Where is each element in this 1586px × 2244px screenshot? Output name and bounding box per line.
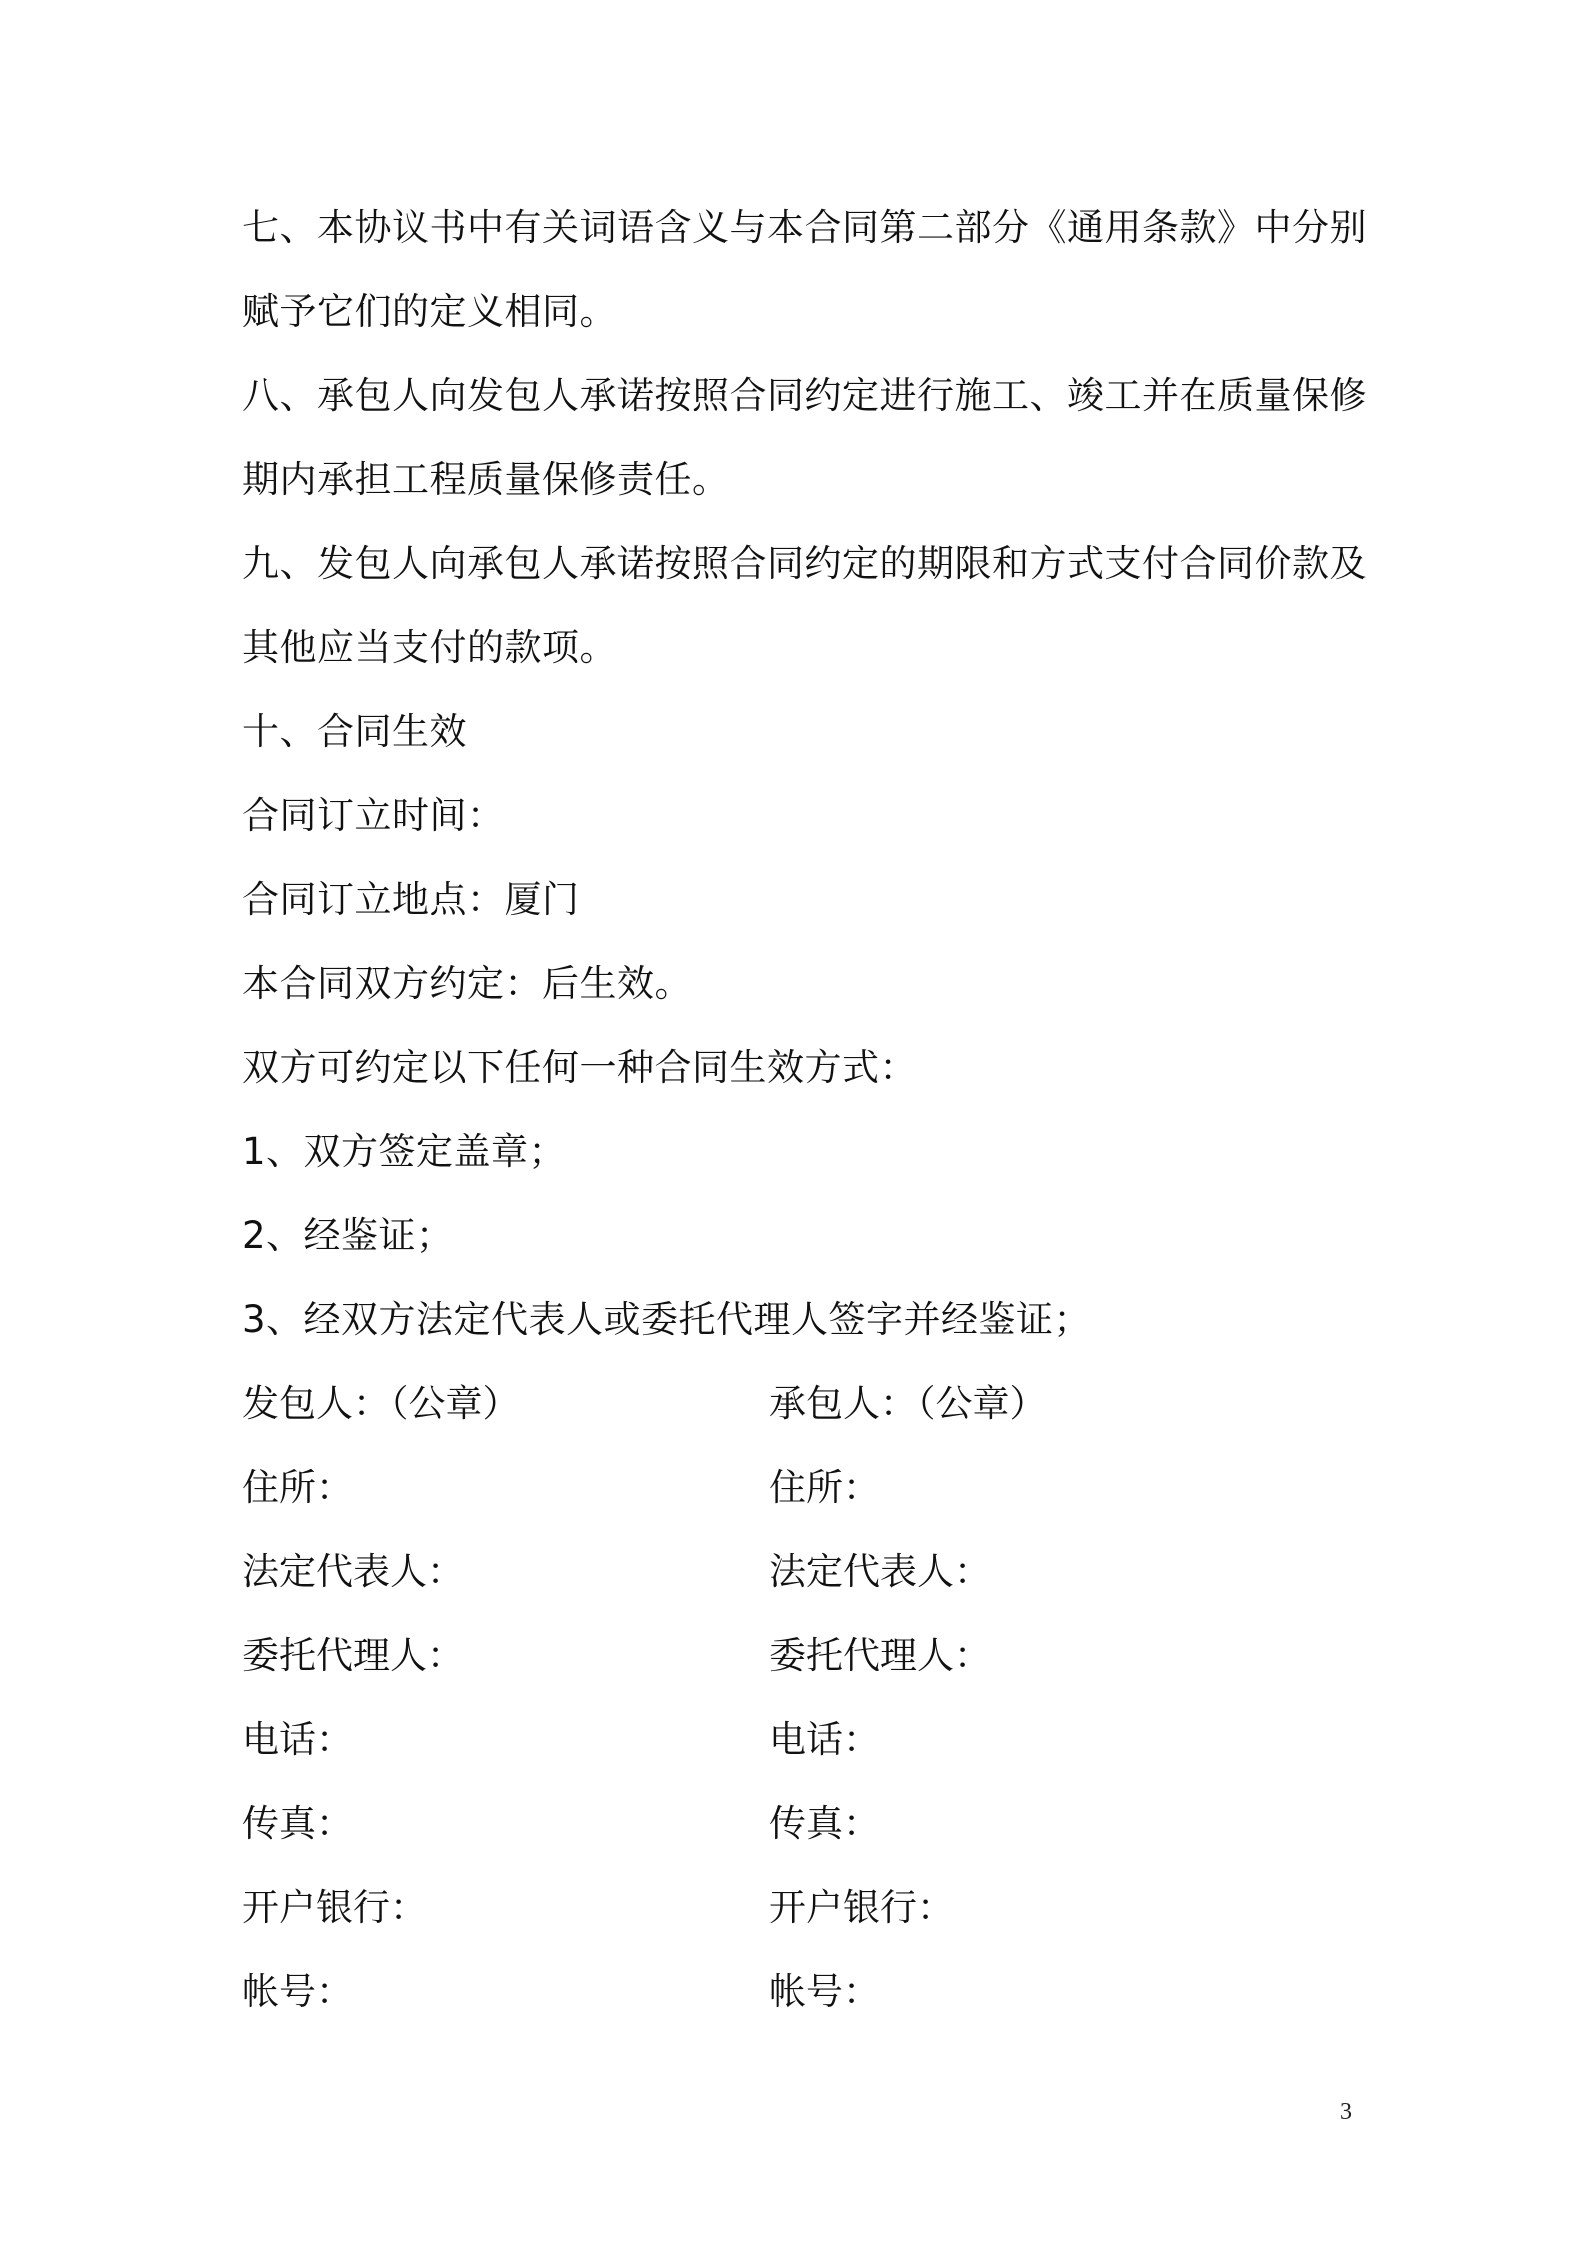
contractor-legal-rep-label: 法定代表人： (769, 1550, 991, 1593)
contractor-address-label: 住所： (769, 1466, 880, 1509)
clause-7-line-2: 赋予它们的定义相同。 (242, 290, 617, 333)
contract-signing-place: 合同订立地点：厦门 (242, 878, 580, 921)
clause-8-line-2: 期内承担工程质量保修责任。 (242, 458, 730, 501)
effective-method-1: 1、双方签定盖章； (242, 1130, 567, 1173)
employer-account-label: 帐号： (242, 1970, 353, 2013)
clause-9-line-1: 九、发包人向承包人承诺按照合同约定的期限和方式支付合同价款及 (242, 542, 1367, 585)
contract-signing-time: 合同订立时间： (242, 794, 505, 837)
contractor-fax-label: 传真： (769, 1802, 880, 1845)
clause-10-heading: 十、合同生效 (242, 710, 467, 753)
clause-8-line-1: 八、承包人向发包人承诺按照合同约定进行施工、竣工并在质量保修 (242, 374, 1367, 417)
employer-bank-label: 开户银行： (242, 1886, 427, 1929)
effective-method-2: 2、经鉴证； (242, 1214, 454, 1257)
employer-fax-label: 传真： (242, 1802, 353, 1845)
clause-7-line-1: 七、本协议书中有关词语含义与本合同第二部分《通用条款》中分别 (242, 206, 1367, 249)
employer-legal-rep-label: 法定代表人： (242, 1550, 464, 1593)
effective-methods-intro: 双方可约定以下任何一种合同生效方式： (242, 1046, 917, 1089)
contract-effective-agreement: 本合同双方约定：后生效。 (242, 962, 692, 1005)
employer-agent-label: 委托代理人： (242, 1634, 464, 1677)
contractor-agent-label: 委托代理人： (769, 1634, 991, 1677)
contractor-phone-label: 电话： (769, 1718, 880, 1761)
employer-address-label: 住所： (242, 1466, 353, 1509)
contractor-seal-label: 承包人：（公章） (769, 1382, 1047, 1425)
contractor-account-label: 帐号： (769, 1970, 880, 2013)
effective-method-3: 3、经双方法定代表人或委托代理人签字并经鉴证； (242, 1298, 1092, 1341)
clause-9-line-2: 其他应当支付的款项。 (242, 626, 617, 669)
employer-seal-label: 发包人：（公章） (242, 1382, 520, 1425)
employer-phone-label: 电话： (242, 1718, 353, 1761)
contractor-bank-label: 开户银行： (769, 1886, 954, 1929)
page-number: 3 (1340, 2099, 1352, 2125)
